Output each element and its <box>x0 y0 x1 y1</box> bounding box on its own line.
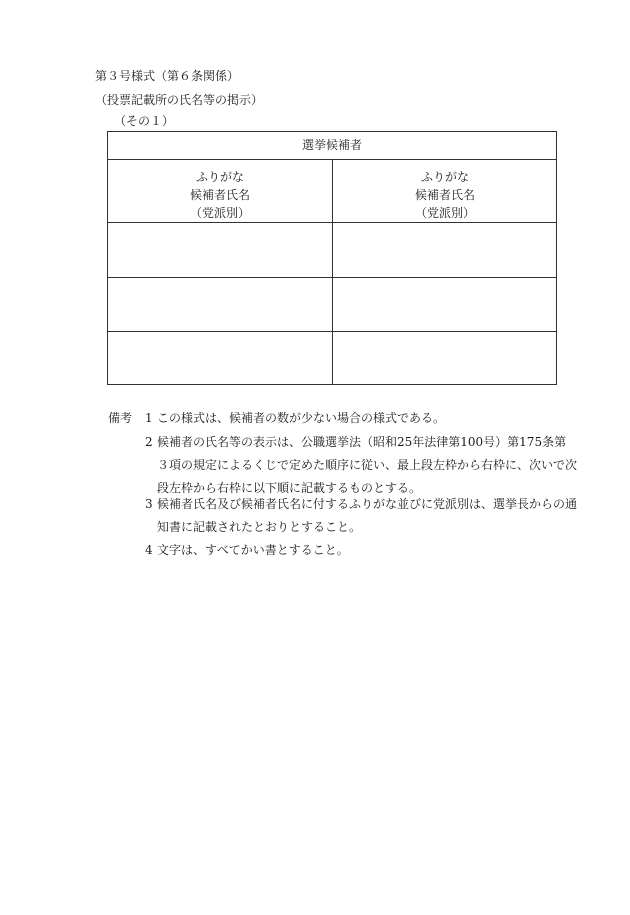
note-text: 候補者氏名及び候補者氏名に付するふりがな並びに党派別は、選挙長からの通知書に記載されたとおりとすること。 <box>157 497 578 534</box>
candidate-table <box>107 131 557 385</box>
note-number: 3 <box>145 497 153 511</box>
note-text: 文字は、すべてかい書とすること。 <box>157 543 349 557</box>
table-header: 選挙候補者 <box>108 132 556 160</box>
note-number: 1 <box>145 411 153 425</box>
candidate-cell <box>333 223 557 277</box>
candidate-name-label: 候補者氏名 <box>189 188 250 202</box>
column-header-right <box>333 168 557 222</box>
candidate-cell <box>108 223 332 277</box>
party-label: （党派別） <box>189 206 250 220</box>
notes-label: 備考 <box>108 411 133 425</box>
candidate-cell <box>333 332 557 386</box>
note-number: 4 <box>145 543 153 557</box>
candidate-cell <box>333 278 557 332</box>
form-subtitle: （投票記載所の氏名等の掲示） <box>95 93 264 107</box>
candidate-name-label: 候補者氏名 <box>414 188 475 202</box>
column-header-left <box>108 168 332 222</box>
furigana-label: ふりがな <box>195 170 244 184</box>
note-text: この様式は、候補者の数が少ない場合の様式である。 <box>157 411 446 425</box>
candidate-cell <box>108 278 332 332</box>
form-title: 第３号様式（第６条関係） <box>95 69 240 83</box>
note-text: 候補者の氏名等の表示は、公職選挙法（昭和25年法律第100号）第175条第３項の規定によるくじで定めた順序に従い、最上段左枠から右枠に、次いで次段左枠から右枠に以下順に記載するものとする。 <box>157 435 578 495</box>
party-label: （党派別） <box>414 206 475 220</box>
furigana-label: ふりがな <box>420 170 469 184</box>
form-part-label: （その１） <box>114 114 175 128</box>
candidate-cell <box>108 332 332 386</box>
note-number: 2 <box>145 435 153 449</box>
